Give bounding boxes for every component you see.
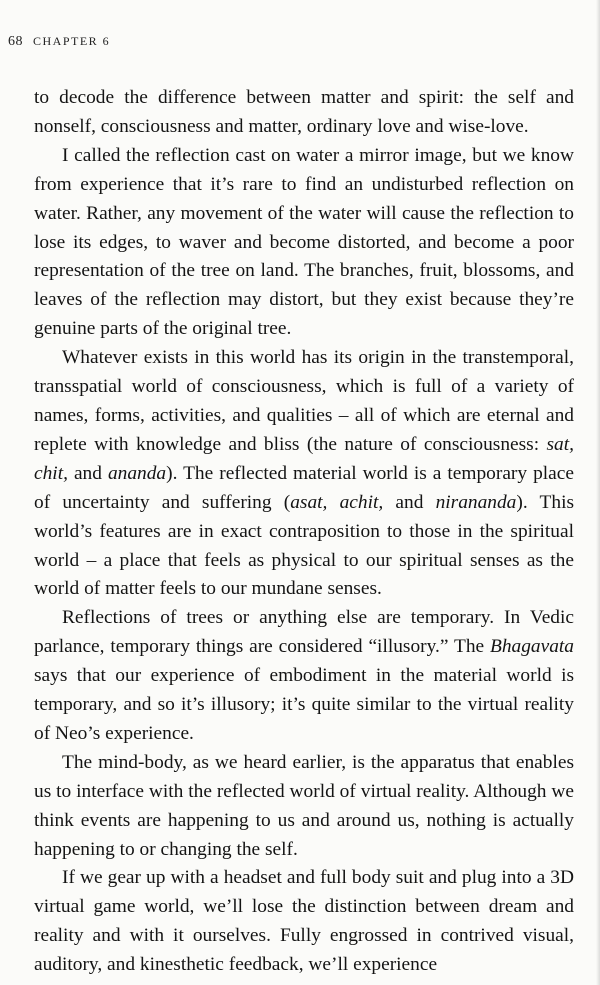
body-text [34, 84, 574, 980]
page-edge-shadow [596, 0, 600, 985]
paragraph-3-italic-4: nirananda [435, 491, 517, 513]
paragraph-4-italic-1: Bhagavata [489, 636, 574, 658]
paragraph-4 [34, 604, 574, 749]
paragraph-2: I called the reflection cast on water a mirror image, but we know from experience that it’s rare to find an undisturbed reflection on water. Rather, any movement of the water will cause the reflection to lose its edges, to waver and become distorted, and become a poor representation of the tree on land. The branches, fruit, blossoms, and leaves of the reflection may distort, but they exist because they’re genuine parts of the original tree. [34, 144, 574, 340]
page-number: 68 [8, 34, 23, 49]
chapter-title: CHAPTER 6 [33, 34, 111, 48]
paragraph-1: to decode the difference between matter and spirit: the self and nonself, consciousness and matter, ordinary love and wise-love. [34, 87, 574, 137]
paragraph-3-text-1: Whatever exists in this world has its origin in the transtemporal, transspatial world of consciousness, which is full of a variety of names, forms, activities, and qualities – all of which are eternal and replete with knowledge and bliss (the nature of consciousness: [34, 347, 574, 455]
paragraph-3-text-4: and [383, 491, 436, 513]
paragraph-3-text-3: ). The reflected material world is a temporary place of uncertainty and suffering ( [34, 462, 574, 513]
paragraph-3 [34, 344, 574, 604]
paragraph-4-text-1: Reflections of trees or anything else are temporary. In Vedic parlance, temporary things are considered “illusory.” The [34, 607, 574, 658]
paragraph-6: If we gear up with a headset and full body suit and plug into a 3D virtual game world, we’ll lose the distinction between dream and reality and with it ourselves. Fully engrossed in contrived visual, auditory, and kinesthetic feedback, we’ll experience [34, 867, 574, 976]
paragraph-5: The mind-body, as we heard earlier, is the apparatus that enables us to interface with the reflected world of virtual reality. Although we think events are happening to us and around us, nothing is actually happening to or changing the self. [34, 751, 574, 860]
paragraph-4-text-2: says that our experience of embodiment in the material world is temporary, and so it’s illusory; it’s quite similar to the virtual reality of Neo’s experience. [34, 665, 574, 744]
paragraph-3-text-5: ). This world’s features are in exact contraposition to those in the spiritual world – a place that feels as physical to our spiritual senses as the world of matter feels to our mundane senses. [34, 491, 575, 600]
paragraph-3-italic-3: asat, achit, [290, 491, 384, 513]
paragraph-3-italic-2: ananda [107, 462, 167, 484]
running-head [8, 34, 110, 50]
paragraph-3-italic-1: sat, chit, [34, 433, 574, 484]
paragraph-3-text-2: and [67, 462, 108, 484]
